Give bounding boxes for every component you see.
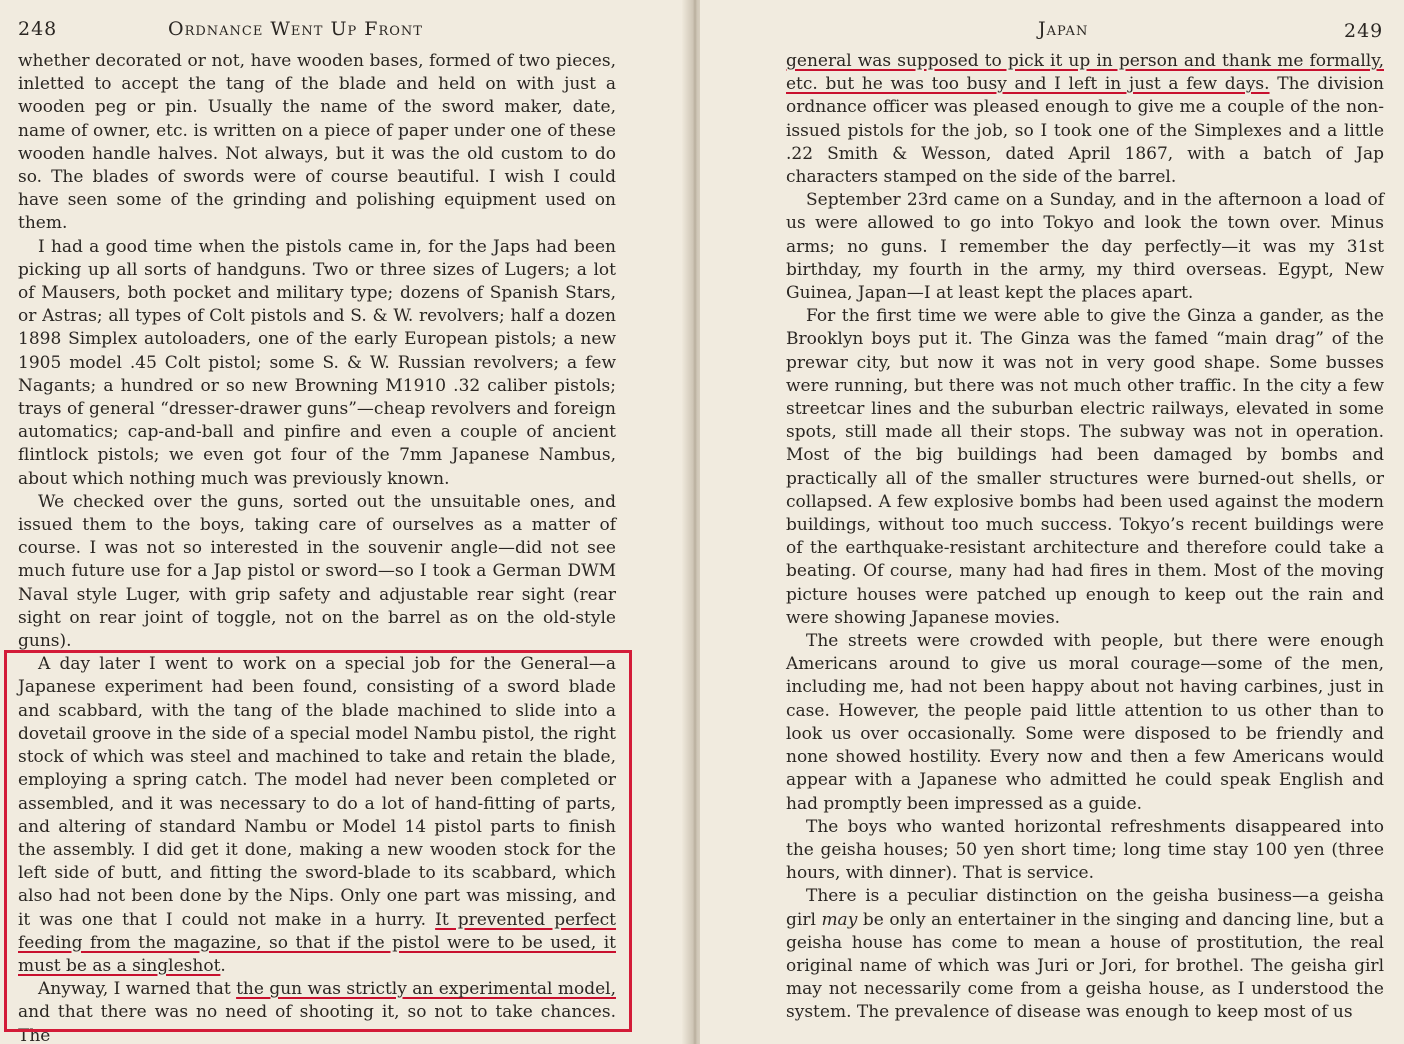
text-run: The division ordnance officer was pleased enough to give me a couple of the non-issued pistols for the job, so I took one of the Simplexes and a little .22 Smith & Wesson, dated April 1867, with a batch of Jap characters stamped on the side of the barrel.: [786, 74, 1384, 188]
underlined-passage: It prevented perfect feeding from the magazine, so that if the pistol were to be used, it must be as a singleshot: [18, 909, 617, 976]
text-run: and that there was no need of shooting it, so not to take chances. The: [18, 1002, 616, 1044]
highlight-box: [4, 650, 632, 1032]
text-run: Anyway, I warned that: [38, 979, 237, 1000]
text-run: be only an entertainer in the singing and dancing line, but a geisha house has come to mean a house of prostitution, the real original name of which was Juri or Jori, for brothel. The geisha girl may not necessarily come from a geisha house, as I understood the system. The prevalence of disease was enough to keep most of us: [786, 909, 1384, 1023]
underlined-passage: general was supposed to pick it up in person and thank me formally, etc. but he was too busy and I left in just a few days.: [786, 51, 1384, 95]
page-number: 249: [1344, 20, 1384, 42]
italic-word: may: [821, 909, 858, 930]
running-head: Japan: [1038, 18, 1089, 40]
paragraph: September 23rd came on a Sunday, and in the afternoon a load of us were allowed to go into Tokyo and look the town over. Minus arms; no guns. I remember the day perfectly—it was my 31st birthday, my fourth in the army, my third overseas. Egypt, New Guinea, Japan—I at least kept the places apart.: [786, 190, 1384, 304]
left-page: [0, 0, 690, 1044]
text-run: A day later I went to work on a special job for the General—a Japanese experiment had been found, consisting of a sword blade and scabbard, with the tang of the blade machined to slide into a dovetail groove in the side of a special model Nambu pistol, the right stock of which was steel and machined to take and retain the blade, employing a spring catch. The model had never been completed or assembled, and it was necessary to do a lot of hand-fitting of parts, and altering of standard Nambu or Model 14 pistol parts to finish the assembly. I did get it done, making a new wooden stock for the left side of butt, and fitting the sword-blade to its scabbard, which also had not been done by the Nips. Only one part was missing, and it was one that I could not make in a hurry.: [18, 654, 616, 930]
running-head: Ordnance Went Up Front: [168, 18, 423, 40]
paragraph: I had a good time when the pistols came in, for the Japs had been picking up all sorts of handguns. Two or three sizes of Lugers; a lot of Mausers, both pocket and military type; dozens of Spanish Stars, or Astras; all types of Colt pistols and S. & W. revolvers; half a dozen 1898 Simplex autoloaders, one of the early European pistols; a new 1905 model .45 Colt pistol; some S. & W. Russian revolvers; a few Nagants; a hundred or so new Browning M1910 .32 caliber pistols; trays of general “dresser-drawer guns”—cheap revolvers and foreign automatics; cap-and-ball and pinfire and even a couple of ancient flintlock pistols; we even got four of the 7mm Japanese Nambus, about which nothing much was previously known.: [18, 236, 616, 489]
paragraph: The streets were crowded with people, but there were enough Americans around to give us moral courage—some of the men, including me, had not been happy about not having carbines, just in case. However, the people paid little attention to us other than to look us over occasionally. Some were disposed to be friendly and none showed hostility. Every now and then a few Americans would appear with a Japanese who admitted he could speak English and had promptly been impressed as a guide.: [786, 631, 1384, 814]
paragraph: whether decorated or not, have wooden bases, formed of two pieces, inletted to accept the tang of the blade and held on with just a wooden peg or pin. Usually the name of the sword maker, date, name of owner, etc. is written on a piece of paper under one of these wooden handle halves. Not always, but it was the old custom to do so. The blades of swords were of course beautiful. I wish I could have seen some of the grinding and polishing equipment used on them.: [18, 51, 616, 234]
paragraph: The boys who wanted horizontal refreshments disappeared into the geisha houses; 50 yen short time; long time stay 100 yen (three hours, with dinner). That is service.: [786, 816, 1384, 884]
text-run: There is a peculiar distinction on the geisha business—a geisha girl: [786, 886, 1384, 930]
paragraph: [786, 50, 1384, 189]
right-page: [700, 0, 1404, 1044]
paragraph: For the first time we were able to give the Ginza a gander, as the Brooklyn boys put it. The Ginza was the famed “main drag” of the prewar city, but now it was not in very good shape. Some busses were running, but there was not much other traffic. In the city a few streetcar lines and the suburban electric railways, elevated in some spots, still made all their stops. The subway was not in operation. Most of the big buildings had been damaged by bombs and practically all of the smaller structures were burned-out shells, or collapsed. A few explosive bombs had been used against the modern buildings, without too much success. Tokyo’s recent buildings were of the earthquake-resistant architecture and therefore could take a beating. Of course, many had had fires in them. Most of the moving picture houses were patched up enough to keep out the rain and were showing Japanese movies.: [786, 306, 1384, 628]
paragraph: We checked over the guns, sorted out the unsuitable ones, and issued them to the boys, taking care of ourselves as a matter of course. I was not so interested in the souvenir angle—did not see much future use for a Jap pistol or sword—so I took a German DWM Naval style Luger, with grip safety and adjustable rear sight (rear sight on rear joint of toggle, not on the barrel as on the old-style guns).: [18, 491, 616, 652]
page-number: 248: [18, 18, 58, 40]
underlined-passage: the gun was strictly an experimental model,: [236, 979, 616, 1000]
text-run: .: [220, 955, 226, 976]
paragraph: [786, 885, 1384, 1024]
right-body-text: [786, 50, 1384, 1025]
